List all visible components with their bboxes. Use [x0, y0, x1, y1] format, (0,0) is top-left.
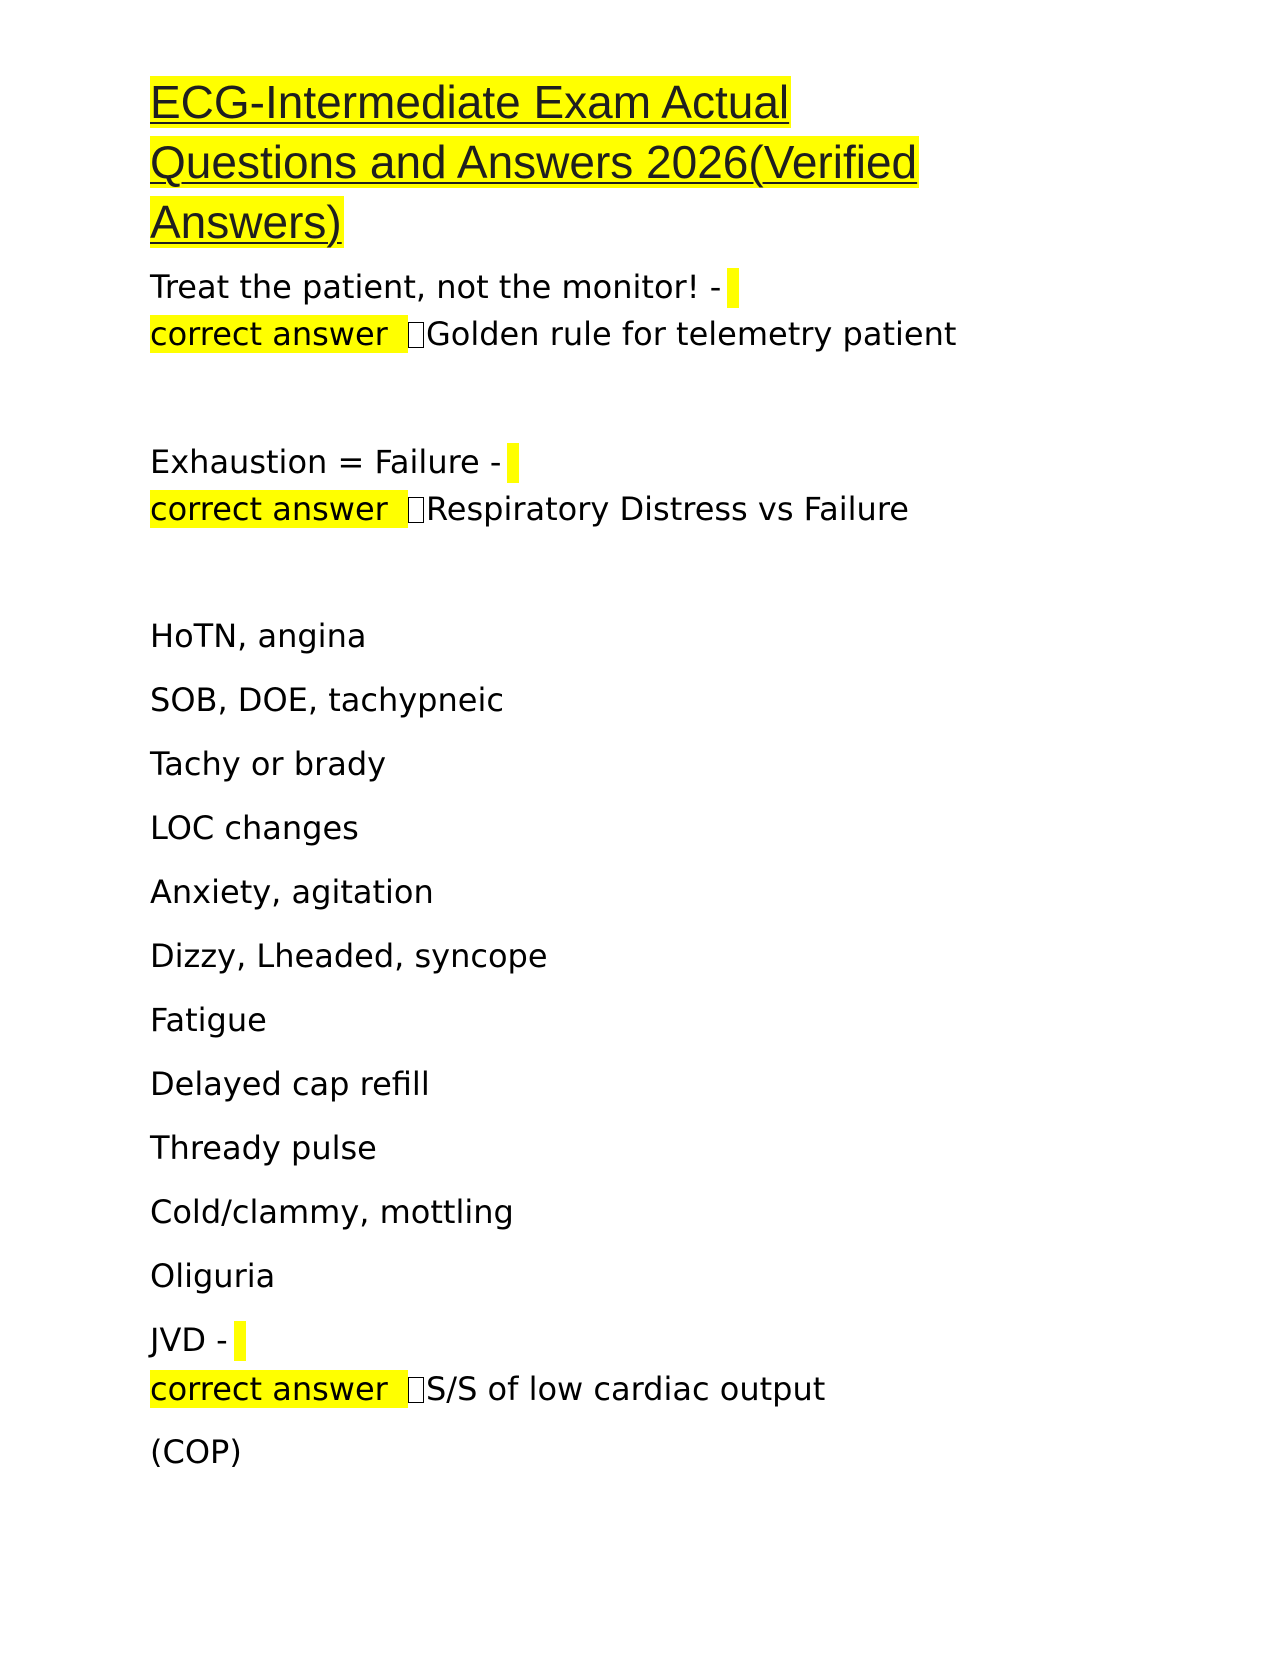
list-item: HoTN, angina [150, 617, 367, 655]
question-3 [150, 1321, 246, 1361]
list-item: LOC changes [150, 809, 359, 847]
list-item: Delayed cap refill [150, 1065, 430, 1103]
answer-2 [150, 490, 909, 528]
correct-answer-label: correct answer [150, 315, 408, 353]
answer-1 [150, 315, 956, 353]
title-line-1: ECG-Intermediate Exam Actual [150, 76, 790, 128]
list-item: SOB, DOE, tachypneic [150, 681, 504, 719]
highlight-marker [727, 268, 739, 308]
list-item: Thready pulse [150, 1129, 377, 1167]
highlight-marker [507, 443, 519, 483]
list-item: Tachy or brady [150, 745, 387, 783]
question-1 [150, 268, 739, 308]
answer-1-text: Golden rule for telemetry patient [425, 315, 957, 353]
list-item: Dizzy, Lheaded, syncope [150, 937, 548, 975]
list-item: Fatigue [150, 1001, 267, 1039]
answer-3-text: S/S of low cardiac output [425, 1370, 826, 1408]
question-1-text: Treat the patient, not the monitor! - [150, 268, 722, 306]
list-item: Cold/clammy, mottling [150, 1193, 514, 1231]
correct-answer-label: correct answer [150, 490, 408, 528]
missing-glyph-icon [408, 497, 424, 523]
answer-3-continuation: (COP) [150, 1433, 242, 1471]
missing-glyph-icon [408, 322, 424, 348]
list-item: Oliguria [150, 1257, 276, 1295]
question-3-text: JVD - [150, 1321, 228, 1359]
question-2-text: Exhaustion = Failure - [150, 443, 502, 481]
title-line-3: Answers) [150, 196, 342, 248]
answer-3 [150, 1370, 825, 1408]
missing-glyph-icon [408, 1377, 424, 1403]
title-line-2: Questions and Answers 2026(Verified [150, 136, 918, 188]
question-2 [150, 443, 519, 483]
document-title [150, 72, 1050, 252]
answer-2-text: Respiratory Distress vs Failure [425, 490, 909, 528]
highlight-marker [234, 1321, 246, 1361]
list-item: Anxiety, agitation [150, 873, 434, 911]
correct-answer-label: correct answer [150, 1370, 408, 1408]
